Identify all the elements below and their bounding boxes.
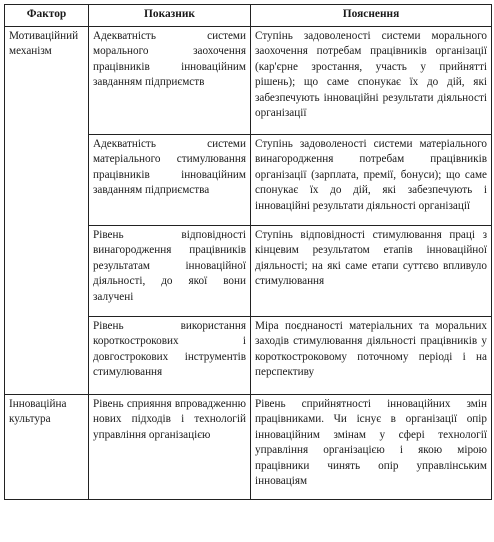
table-row: [5, 395, 492, 500]
factor-cell-motivation: Мотиваційний механізм: [5, 27, 89, 395]
explanation-cell: Рівень сприйнятності інноваційних змін працівниками. Чи існує в організації опір інноваційним змінам у сфері технології управління організацією і якою мірою працівники чинять опір управлінським інноваціям: [251, 395, 492, 500]
header-factor: Фактор: [5, 5, 89, 27]
factors-table: [4, 4, 492, 500]
indicator-cell: Рівень використання короткострокових і довгострокових інструментів стимулювання: [89, 317, 251, 395]
explanation-cell: Ступінь відповідності стимулювання праці з кінцевим результатом етапів інноваційної діяльності; на які саме етапи суттєво впливуло стимулювання: [251, 226, 492, 317]
indicator-cell: Рівень відповідності винагородження працівників результатам інноваційної діяльності, до якої вони залучені: [89, 226, 251, 317]
factor-cell-culture: Інноваційна культура: [5, 395, 89, 500]
table-header-row: [5, 5, 492, 27]
explanation-cell: Міра поєднаності матеріальних та моральних заходів стимулювання діяльності працівників у короткостроковому поточному періоді і на перспективу: [251, 317, 492, 395]
indicator-cell: Адекватність системи матеріального стимулювання працівників інноваційним завданням підприємства: [89, 135, 251, 226]
header-indicator: Показник: [89, 5, 251, 27]
indicator-cell: Рівень сприяння впровадженню нових підходів і технологій управління організацією: [89, 395, 251, 500]
header-explanation: Пояснення: [251, 5, 492, 27]
explanation-cell: Ступінь задоволеності системи матеріального винагородження потребам працівників організації (зарплата, премії, бонуси); що саме спонукає їх до дій, які забезпечують і інноваційні результати діяльності організації: [251, 135, 492, 226]
table-row: [5, 27, 492, 135]
explanation-cell: Ступінь задоволеності системи морального заохочення потребам працівників організації (кар'єрне зростання, участь у прийнятті рішень); що саме спонукає їх до дій, які забезпечують інноваційні результати діяльності організації: [251, 27, 492, 135]
indicator-cell: Адекватність системи морального заохочення працівників інноваційним завданням підприємств: [89, 27, 251, 135]
